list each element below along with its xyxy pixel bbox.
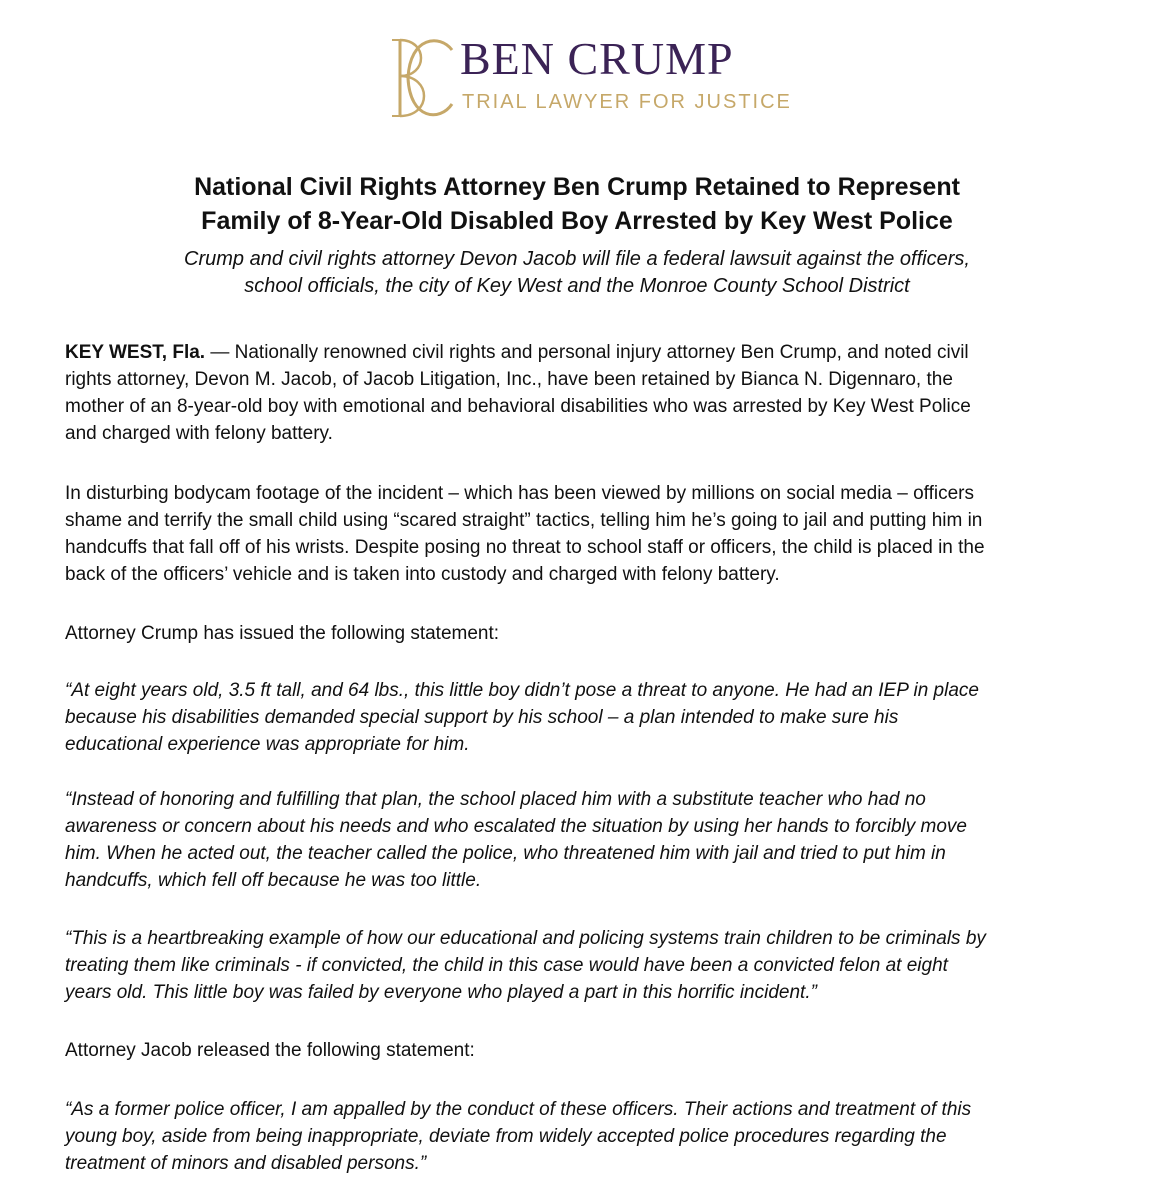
- bc-monogram-logo: [370, 32, 460, 122]
- paragraph-bodycam: [65, 480, 1105, 588]
- paragraph-line: him. When he acted out, the teacher called the police, who threatened him with jail and tried to put him in: [65, 843, 946, 864]
- paragraph-line: years old. This little boy was failed by everyone who played a part in this horrific incident.”: [65, 982, 817, 1003]
- paragraph-line: “Instead of honoring and fulfilling that plan, the school placed him with a substitute teacher who had no: [65, 789, 926, 810]
- paragraph-line: shame and terrify the small child using “scared straight” tactics, telling him he’s going to jail and putting him in: [65, 510, 983, 531]
- paragraph-line: handcuffs, which fell off because he was too little.: [65, 870, 482, 891]
- quote-crump-3: [65, 925, 1105, 1006]
- paragraph-line: treatment of minors and disabled persons.”: [65, 1153, 427, 1174]
- quote-jacob: [65, 1096, 1105, 1177]
- paragraph-line: handcuffs that fall off of his wrists. Despite posing no threat to school staff or officers, the child is placed in the: [65, 537, 985, 558]
- logo-name: BEN CRUMP: [460, 33, 734, 84]
- paragraph-line: and charged with felony battery.: [65, 423, 333, 444]
- paragraph-line: [65, 339, 1105, 366]
- paragraph-crump-intro: [65, 620, 1105, 647]
- paragraph-line: “This is a heartbreaking example of how our educational and policing systems train children to be criminals by: [65, 928, 986, 949]
- headline-line: Family of 8-Year-Old Disabled Boy Arrested by Key West Police: [201, 207, 953, 235]
- paragraph-line: Attorney Crump has issued the following statement:: [65, 623, 500, 644]
- paragraph-line: “At eight years old, 3.5 ft tall, and 64 lbs., this little boy didn’t pose a threat to anyone. He had an IEP in place: [65, 680, 979, 701]
- paragraph-line: awareness or concern about his needs and who escalated the situation by using her hands to forcibly move: [65, 816, 967, 837]
- subheadline-line: school officials, the city of Key West and the Monroe County School District: [244, 275, 910, 297]
- quote-crump-2: [65, 786, 1105, 894]
- subheadline: [60, 246, 1094, 300]
- paragraph-line: rights attorney, Devon M. Jacob, of Jacob Litigation, Inc., have been retained by Bianca N. Digennaro, the: [65, 369, 953, 390]
- paragraph-jacob-intro: [65, 1037, 1105, 1064]
- paragraph-line: In disturbing bodycam footage of the incident – which has been viewed by millions on social media – officers: [65, 483, 975, 504]
- subheadline-line: Crump and civil rights attorney Devon Jacob will file a federal lawsuit against the officers,: [184, 248, 970, 270]
- paragraph-intro: [65, 339, 1105, 447]
- logo-tagline: TRIAL LAWYER FOR JUSTICE: [462, 91, 792, 113]
- paragraph-line: mother of an 8-year-old boy with emotional and behavioral disabilities who was arrested by Key West Police: [65, 396, 971, 417]
- paragraph-line: Attorney Jacob released the following statement:: [65, 1040, 475, 1061]
- paragraph-line: “As a former police officer, I am appalled by the conduct of these officers. Their actions and treatment of this: [65, 1099, 972, 1120]
- headline-line: National Civil Rights Attorney Ben Crump Retained to Represent: [194, 173, 960, 201]
- paragraph-line: treating them like criminals - if convicted, the child in this case would have been a convicted felon at eight: [65, 955, 948, 976]
- paragraph-line: because his disabilities demanded special support by his school – a plan intended to make sure his: [65, 707, 899, 728]
- dateline: KEY WEST, Fla.: [65, 342, 206, 363]
- headline: [60, 170, 1094, 238]
- paragraph-line: educational experience was appropriate for him.: [65, 734, 470, 755]
- logo: [370, 32, 790, 122]
- quote-crump-1: [65, 677, 1105, 758]
- paragraph-line: back of the officers’ vehicle and is taken into custody and charged with felony battery.: [65, 564, 780, 585]
- paragraph-line: young boy, aside from being inappropriate, deviate from widely accepted police procedures regarding the: [65, 1126, 947, 1147]
- paragraph-text: — Nationally renowned civil rights and personal injury attorney Ben Crump, and noted civil: [205, 342, 969, 363]
